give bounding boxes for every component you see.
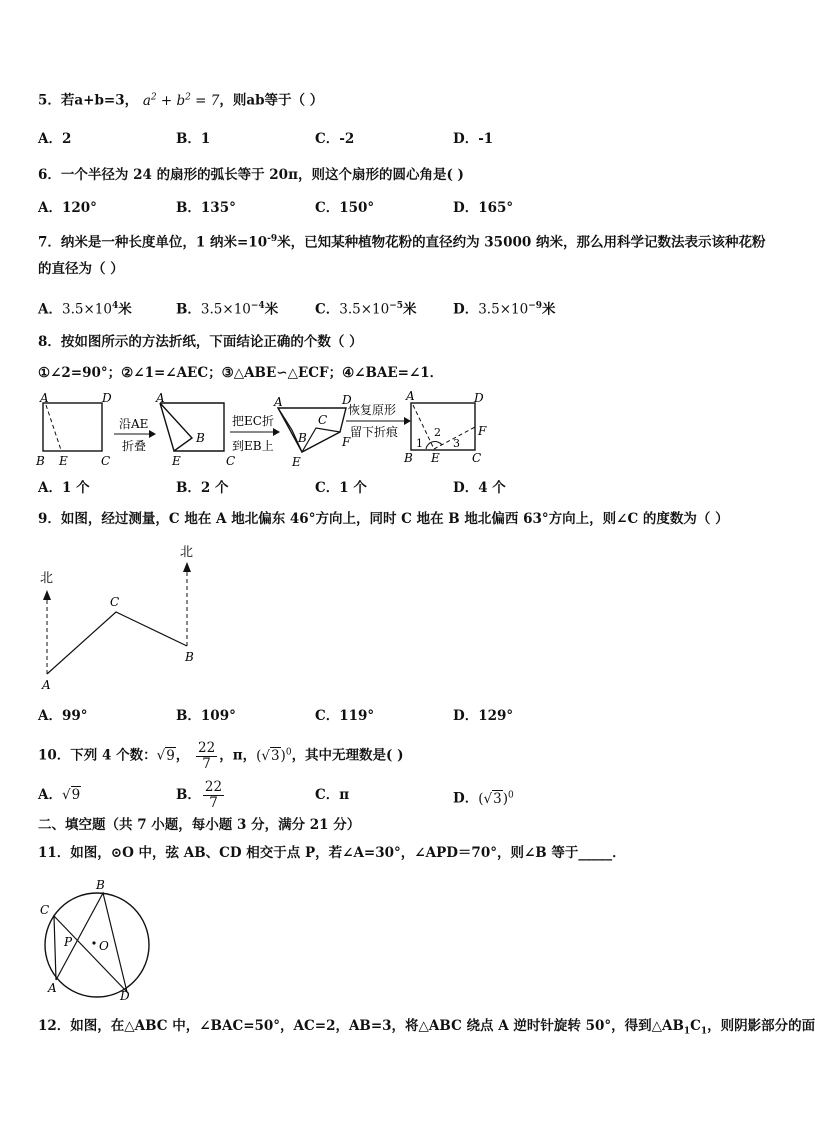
svg-text:D: D xyxy=(342,393,352,407)
q9-option-c[interactable]: C．119° xyxy=(315,708,375,724)
svg-text:D: D xyxy=(102,391,112,405)
svg-text:C: C xyxy=(472,451,482,465)
svg-text:折叠: 折叠 xyxy=(122,439,147,453)
q6-option-c[interactable]: C．150° xyxy=(315,200,375,216)
svg-text:C: C xyxy=(40,903,50,917)
section-2-heading: 二、填空题（共 7 小题，每小题 3 分，满分 21 分） xyxy=(38,817,361,833)
svg-text:到EB上: 到EB上 xyxy=(232,439,274,453)
q7-option-a[interactable]: A．$3.5\times 10^4$米 xyxy=(38,301,132,318)
svg-text:1: 1 xyxy=(416,437,423,450)
q8-stem: 8．按如图所示的方法折纸，下面结论正确的个数（ ） xyxy=(38,334,363,350)
svg-text:F: F xyxy=(342,435,351,449)
q9-option-b[interactable]: B．109° xyxy=(176,708,236,724)
svg-text:A: A xyxy=(156,391,165,405)
q8-fig-shape-3 xyxy=(278,408,346,452)
q5-equation: $a^2 + b^2 = 7$ xyxy=(142,92,220,109)
svg-text:B: B xyxy=(185,650,194,664)
svg-text:F: F xyxy=(478,424,487,438)
svg-text:P: P xyxy=(64,935,73,949)
svg-text:A: A xyxy=(42,678,51,692)
q7-option-c[interactable]: C．$3.5\times 10^{-5}$米 xyxy=(315,301,417,318)
svg-text:O: O xyxy=(99,939,109,953)
q9-option-d[interactable]: D．129° xyxy=(453,708,514,724)
q8-fig-crease-1 xyxy=(46,405,61,450)
svg-text:C: C xyxy=(318,413,328,427)
svg-text:A: A xyxy=(274,395,283,409)
q7-option-d[interactable]: D．$3.5\times 10^{-9}$米 xyxy=(453,301,556,318)
svg-text:B: B xyxy=(36,454,45,468)
q8-option-b[interactable]: B．2 个 xyxy=(176,480,229,496)
svg-text:C: C xyxy=(110,595,120,609)
q5-option-d[interactable]: D．-1 xyxy=(453,131,494,147)
q6-stem: 6．一个半径为 24 的扇形的弧长等于 20π，则这个扇形的圆心角是( ) xyxy=(38,167,464,183)
svg-text:D: D xyxy=(120,989,130,1003)
q8-fig-rect-1 xyxy=(43,403,102,451)
svg-text:E: E xyxy=(59,454,68,468)
svg-text:C: C xyxy=(101,454,111,468)
svg-text:B: B xyxy=(196,431,205,445)
q5-option-c[interactable]: C．-2 xyxy=(315,131,355,147)
svg-text:B: B xyxy=(404,451,413,465)
q7-stem-line2: 的直径为（ ） xyxy=(38,261,124,277)
q8-option-c[interactable]: C．1 个 xyxy=(315,480,367,496)
q9-direction-figure xyxy=(30,536,210,696)
q9-stem: 9．如图，经过测量，C 地在 A 地北偏东 46°方向上，同时 C 地在 B 地北偏西 63°方向上，则∠C 的度数为（ ） xyxy=(38,511,729,527)
q11-stem: 11．如图，⊙O 中，弦 AB、CD 相交于点 P，若∠A=30°，∠APD＝70°，则∠B 等于_____． xyxy=(38,845,626,861)
q6-option-a[interactable]: A．120° xyxy=(38,200,97,216)
q10-stem: 10．下列 4 个数：√9， $\frac{22}{7}$ ，π，$(√3)^0$，其中无理数是( ) xyxy=(38,739,404,772)
svg-text:3: 3 xyxy=(453,437,460,450)
svg-text:A: A xyxy=(406,389,415,403)
q11-fig-circle xyxy=(45,893,149,997)
svg-text:沿AE: 沿AE xyxy=(119,417,149,431)
q10-option-c[interactable]: C．π xyxy=(315,787,350,803)
svg-text:D: D xyxy=(474,391,484,405)
q8-option-a[interactable]: A．1 个 xyxy=(38,480,90,496)
q9-fig-path xyxy=(47,612,187,674)
svg-text:北: 北 xyxy=(40,571,54,586)
q12-stem: 12．如图，在△ABC 中，∠BAC=50°，AC=2，AB=3，将△ABC 绕点 A 逆时针旋转 50°，得到$\triangle AB_1C_1$，则阴影部分的面 xyxy=(38,1018,815,1037)
svg-text:2: 2 xyxy=(434,426,441,439)
svg-text:B: B xyxy=(298,431,307,445)
q5-stem: 5．若a+b=3， $a^2 + b^2 = 7$，则ab等于（ ） xyxy=(38,92,324,109)
q8-option-d[interactable]: D．4 个 xyxy=(453,480,506,496)
q9-option-a[interactable]: A．99° xyxy=(38,708,88,724)
q8-fig-rect-2 xyxy=(160,403,224,451)
q8-conditions: ①∠2=90°；②∠1=∠AEC；③△ABE∽△ECF；④∠BAE=∠1． xyxy=(38,365,444,381)
q10-option-d[interactable]: D．$(√3)^0$ xyxy=(453,790,514,807)
svg-text:把EC折: 把EC折 xyxy=(232,414,274,428)
q5-option-b[interactable]: B．1 xyxy=(176,131,211,147)
svg-text:留下折痕: 留下折痕 xyxy=(350,425,399,439)
q8-folding-figure xyxy=(34,390,504,470)
q7-option-b[interactable]: B．$3.5\times 10^{-4}$米 xyxy=(176,301,279,318)
svg-text:E: E xyxy=(431,451,440,465)
q10-option-b[interactable]: B． $\frac{22}{7}$ xyxy=(176,779,223,811)
svg-text:B: B xyxy=(96,878,105,892)
q10-option-a[interactable]: A．√9 xyxy=(38,787,81,803)
svg-text:E: E xyxy=(172,454,181,468)
q6-option-b[interactable]: B．135° xyxy=(176,200,236,216)
svg-text:北: 北 xyxy=(180,545,194,560)
svg-text:C: C xyxy=(226,454,236,468)
svg-text:恢复原形: 恢复原形 xyxy=(348,403,397,417)
q5-option-a[interactable]: A．2 xyxy=(38,131,72,147)
q6-option-d[interactable]: D．165° xyxy=(453,200,514,216)
svg-text:A: A xyxy=(40,391,49,405)
svg-text:E: E xyxy=(292,455,301,469)
q11-circle-figure xyxy=(34,876,164,1006)
svg-text:A: A xyxy=(48,981,57,995)
q7-stem-line1: 7．纳米是一种长度单位，1 纳米$=10^{-9}$米，已知某种植物花粉的直径约为 35000 纳米，那么用科学记数法表示该种花粉 xyxy=(38,234,766,251)
